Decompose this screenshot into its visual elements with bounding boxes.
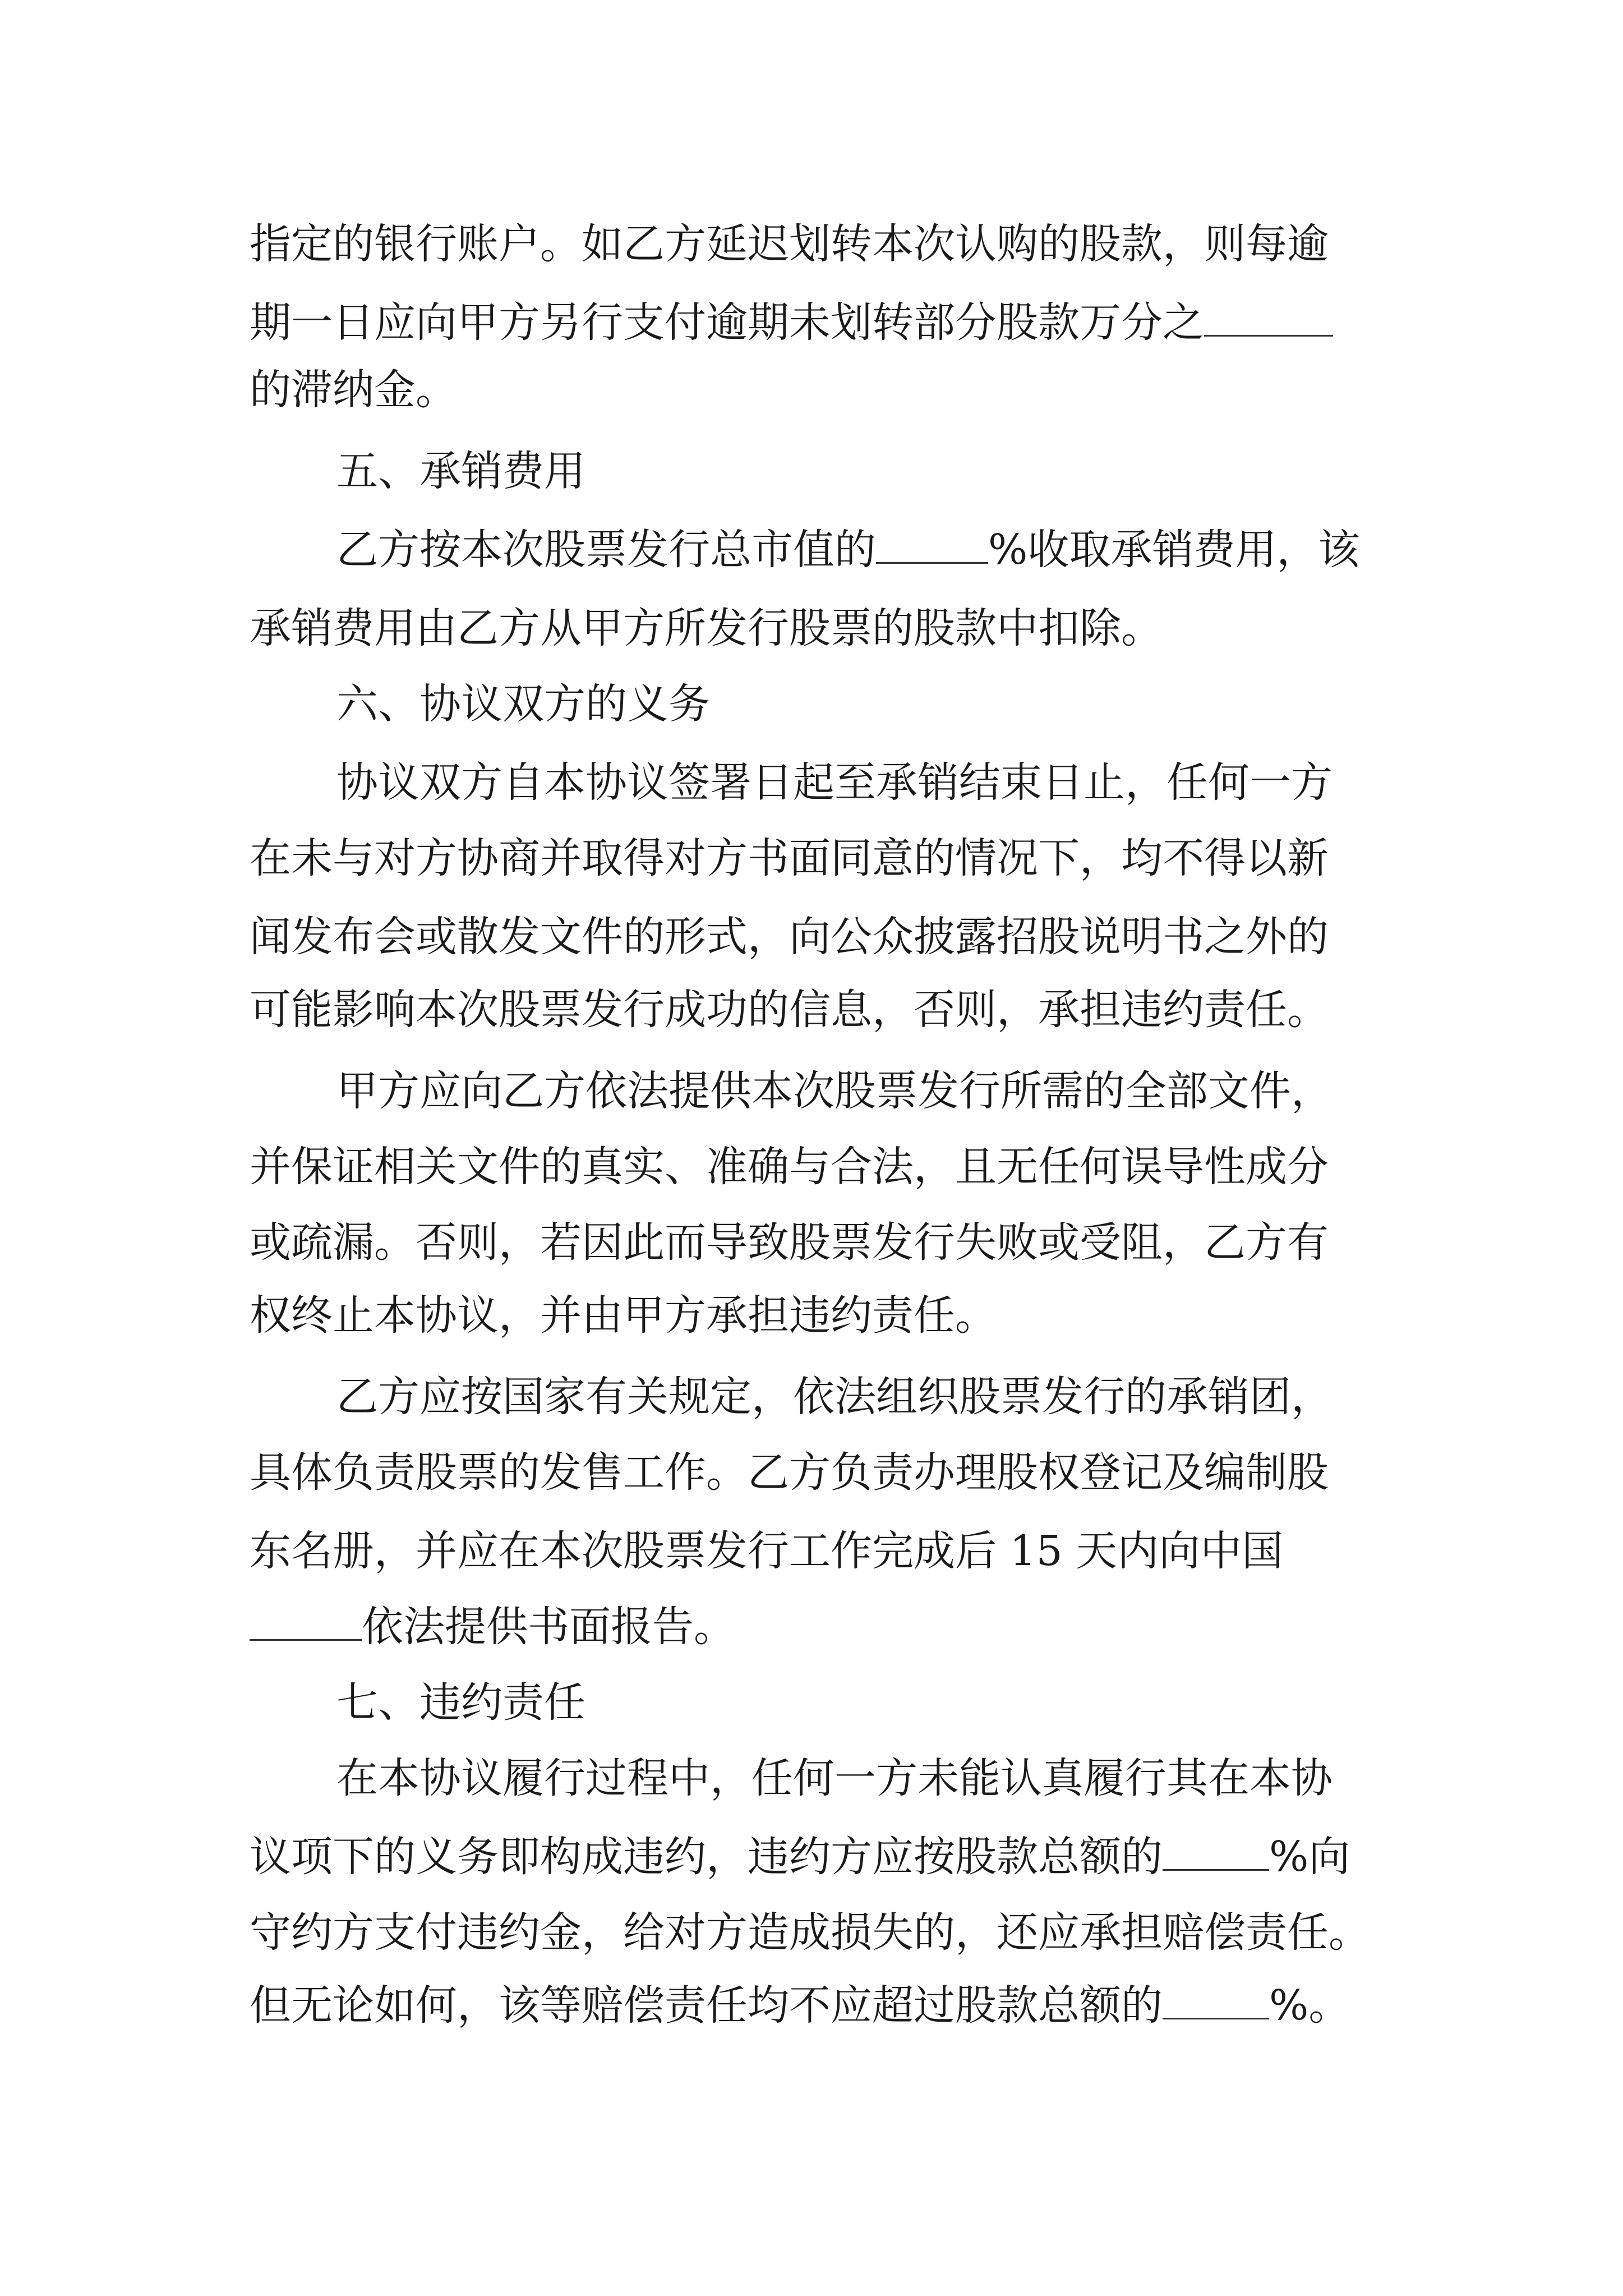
heading-text: 六、协议双方的义务: [336, 680, 710, 728]
fill-blank: [1163, 1837, 1269, 1871]
text-line: [250, 1444, 1329, 1501]
text-line: [250, 216, 1329, 272]
text-line: [336, 1750, 1332, 1806]
line-text: 指定的银行账户。如乙方延迟划转本次认购的股款，则每逾: [250, 220, 1329, 268]
line-text: 期一日应向甲方另行支付逾期未划转部分股款万分之: [250, 298, 1204, 347]
text-line: [250, 1139, 1329, 1195]
heading-text: 五、承销费用: [336, 447, 585, 495]
line-text: %收取承销费用，该: [988, 526, 1360, 574]
line-text: 的滞纳金。: [250, 366, 457, 414]
fill-blank: [1163, 1985, 1269, 2019]
line-text: 承销费用由乙方从甲方所发行股票的股款中扣除。: [250, 604, 1163, 652]
text-line: [250, 1599, 735, 1655]
fill-blank: [1204, 302, 1333, 337]
text-line: [250, 1523, 1283, 1579]
fill-blank: [250, 1607, 362, 1641]
line-text: 乙方应按国家有关规定，依法组织股票发行的承销团，: [336, 1373, 1332, 1421]
line-text: 但无论如何，该等赔偿责任均不应超过股款总额的: [250, 1981, 1163, 2030]
text-line: [336, 1369, 1332, 1425]
text-line: [250, 295, 1333, 351]
line-text: 乙方按本次股票发行总市值的: [336, 526, 876, 574]
text-line: [250, 830, 1329, 886]
line-text: 或疏漏。否则，若因此而导致股票发行失败或受阻，乙方有: [250, 1218, 1329, 1267]
text-line: [250, 982, 1329, 1038]
line-text: 具体负责股票的发售工作。乙方负责办理股权登记及编制股: [250, 1448, 1329, 1497]
text-line: [336, 754, 1332, 811]
text-line: [250, 1904, 1370, 1961]
line-text: 并保证相关文件的真实、准确与合法，且无任何误导性成分: [250, 1143, 1329, 1191]
line-text: 权终止本协议，并由甲方承担违约责任。: [250, 1291, 997, 1340]
text-line: [250, 1287, 997, 1343]
line-text: 议项下的义务即构成违约，违约方应按股款总额的: [250, 1833, 1163, 1881]
text-line: [250, 909, 1329, 965]
text-line: [336, 1063, 1332, 1119]
text-line: [250, 362, 457, 418]
line-text: 闻发布会或散发文件的形式，向公众披露招股说明书之外的: [250, 913, 1329, 961]
section-heading: [336, 443, 585, 499]
text-line: [250, 600, 1163, 656]
line-text: 依法提供书面报告。: [362, 1603, 735, 1651]
line-text: 甲方应向乙方依法提供本次股票发行所需的全部文件，: [336, 1067, 1332, 1115]
line-text: 在未与对方协商并取得对方书面同意的情况下，均不得以新: [250, 834, 1329, 882]
line-text: %。: [1269, 1981, 1350, 2030]
line-text: 在本协议履行过程中，任何一方未能认真履行其在本协: [336, 1754, 1332, 1802]
line-text: %向: [1269, 1833, 1350, 1881]
text-line: [250, 1829, 1350, 1885]
text-line: [250, 1977, 1350, 2033]
section-heading: [336, 676, 710, 732]
line-text: 守约方支付违约金，给对方造成损失的，还应承担赔偿责任。: [250, 1908, 1370, 1957]
text-line: [250, 1214, 1329, 1271]
line-text: 协议双方自本协议签署日起至承销结束日止，任何一方: [336, 758, 1332, 807]
line-text: 东名册，并应在本次股票发行工作完成后 15 天内向中国: [250, 1527, 1284, 1575]
section-heading: [336, 1674, 585, 1731]
fill-blank: [876, 530, 988, 564]
text-line: [336, 522, 1359, 578]
heading-text: 七、违约责任: [336, 1678, 585, 1727]
line-text: 可能影响本次股票发行成功的信息，否则，承担违约责任。: [250, 986, 1329, 1034]
